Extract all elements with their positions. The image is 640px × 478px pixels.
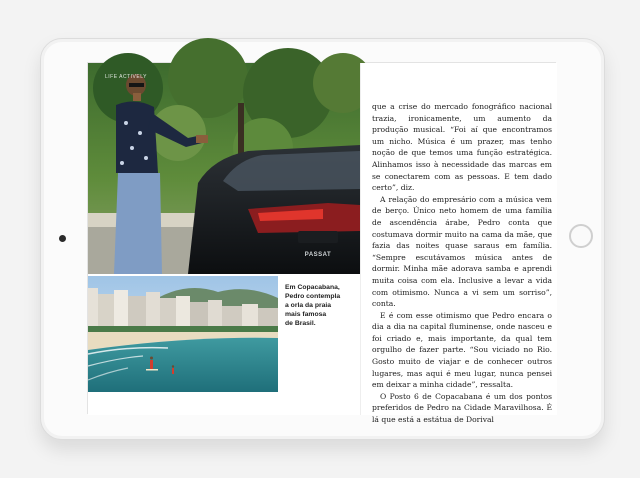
tablet-screen [87,62,556,425]
front-camera [59,235,66,242]
article-paragraph: A relação do empresário com a música vem de berço. Único neto homem de uma família de ascendência árabe, Pedro conta que costumava dormir muito na cama da mãe, que fazia das noites quase saraus em família. “Sempre escutávamos música antes de dormir. Minha mãe adorava samba e aprendi muita coisa com ela. Inclusive a levar a vida com otimismo. Nunca a vi sem um sorriso”, conta. [372,194,552,309]
photo-caption: Em Copacabana, Pedro contempla a orla da praia mais famosa de Brasil. [285,284,341,328]
main-photo [88,63,360,274]
article-paragraph: E é com esse otimismo que Pedro encara o dia a dia na capital fluminense, onde nasceu e foi criado e, mais importante, da qual tem orgulho de fazer parte. “Sou viciado no Rio. Gosto muito de viajar e de conhecer outros lugares, mas aqui é meu lugar, nunca pensei em deixar a minha cidade”, ressalta. [372,310,552,390]
magazine-left-page [88,63,360,415]
car-model-badge: PASSAT [304,252,332,258]
article-paragraph: que a crise do mercado fonográfico nacional trazia, ironicamente, um aumento da produção musical. “Foi aí que encontramos um nicho. Música é um prazer, mas tenho noção de que temos uma função estratégica. Alinhamos isso à necessidade das marcas em se conectarem com as pessoas. E tem dado certo”, diz. [372,102,552,193]
section-tag: LIFE ACTIVELY [105,74,147,80]
magazine-right-page [360,63,557,425]
home-button[interactable] [569,224,593,248]
article-paragraph: O Posto 6 de Copacabana é um dos pontos preferidos de Pedro na Cidade Maravilhosa. É lá que está a estátua de Dorival [372,391,552,425]
copacabana-photo [88,276,278,392]
article-body [372,101,552,426]
